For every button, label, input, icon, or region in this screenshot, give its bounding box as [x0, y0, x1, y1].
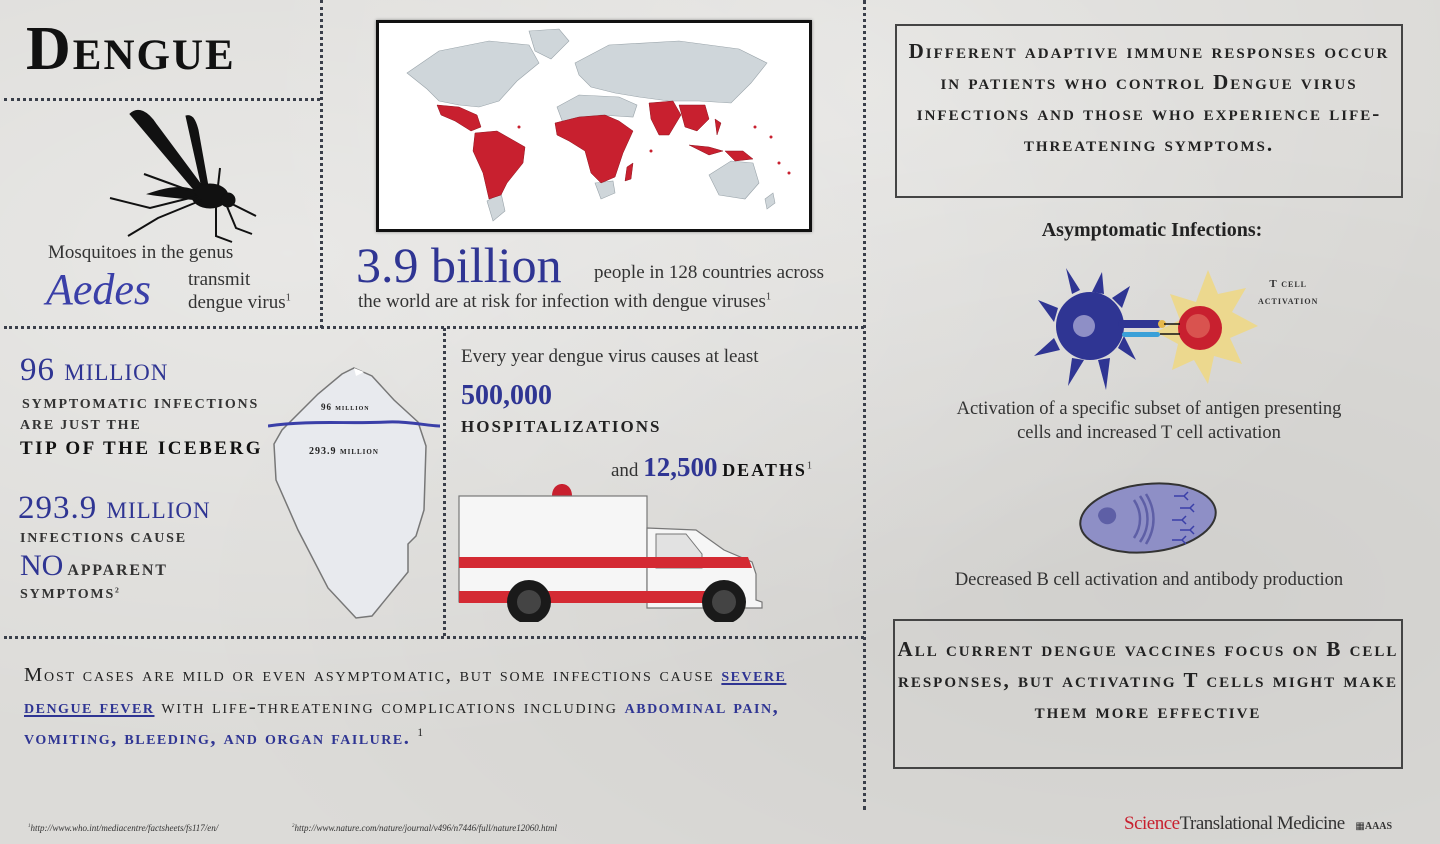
science-logo: Science — [1124, 813, 1180, 834]
journal-name: Translational Medicine — [1179, 813, 1345, 834]
mosquito-caption-line2 — [188, 268, 291, 314]
stat1-line1: SYMPTOMATIC INFECTIONS — [22, 397, 260, 412]
risk-text-line2: the world are at risk for infection with dengue viruses$^1$ — [358, 291, 772, 312]
bcell-caption: Decreased B cell activation and antibody production — [954, 570, 1344, 590]
aaas-logo: ▦AAAS — [1355, 821, 1393, 832]
bcell-icon — [1078, 480, 1220, 556]
footnote-1[interactable]: $^1$http://www.who.int/mediacentre/factsheets/fs117/en/ — [28, 823, 219, 833]
stat2-line2: NO APPARENT — [20, 549, 168, 582]
ambulance-icon — [456, 478, 766, 622]
iceberg-bottom-label: 293.9 million — [309, 446, 379, 457]
mosquito-genus: Aedes — [46, 265, 152, 314]
divider-middle — [4, 326, 864, 329]
divider-vertical-left-top — [320, 0, 323, 328]
severe-dengue-link[interactable]: severe dengue fever — [24, 664, 787, 718]
iceberg-top-label: 96 million — [321, 402, 370, 412]
apc-tcell-icon — [1032, 264, 1262, 394]
mosquito-dengue-virus: dengue virus$^1$ — [188, 292, 291, 313]
vaccine-box: All current dengue vaccines focus on B cell responses, but activating T cells might make them more effective — [893, 619, 1403, 769]
hospitalizations-label: HOSPITALIZATIONS — [461, 417, 662, 436]
risk-number: 3.9 billion — [356, 237, 562, 293]
tcell-activation-label: T cell activation — [1258, 278, 1319, 307]
stat1-line3: TIP OF THE ICEBERG — [20, 438, 263, 459]
mosquito-icon — [98, 104, 268, 244]
divider-vertical-main — [863, 0, 866, 810]
stat2-line1: INFECTIONS CAUSE — [20, 531, 187, 546]
summary-paragraph: Most cases are mild or even asymptomatic, but some infections cause severe dengue fever with life-threatening complications including abdominal pain, vomiting, bleeding, and organ failure. $^1$ — [24, 664, 787, 749]
divider-title — [4, 98, 320, 101]
stat1-line2: ARE JUST THE — [20, 418, 142, 433]
footnote-2[interactable]: $^2$http://www.nature.com/nature/journal/v496/n7446/full/nature12060.html — [292, 823, 558, 833]
stat2-line3: SYMPTOMS$^2$ — [20, 585, 121, 602]
stat-96-million: 96 million — [20, 352, 169, 388]
stat-293-million: 293.9 million — [18, 490, 211, 526]
page-title: Dengue — [26, 15, 236, 83]
deaths-stat: and 12,500 DEATHS$^1$ — [611, 452, 813, 482]
immune-response-box: Different adaptive immune responses occur in patients who control Dengue virus infections and those who experience life-threatening symptoms. — [895, 24, 1403, 198]
mosquito-caption-line1: Mosquitoes in the genus — [48, 242, 234, 263]
risk-text-line1: people in 128 countries across — [594, 262, 825, 283]
world-map-icon — [379, 23, 809, 229]
aaas-icon: ▦ — [1355, 821, 1365, 832]
mosquito-transmit: transmit — [188, 269, 251, 290]
world-map — [376, 20, 812, 232]
hospital-intro: Every year dengue virus causes at least — [461, 346, 759, 367]
iceberg-icon — [268, 360, 448, 622]
apc-caption: Activation of a specific subset of antigen presenting cells and increased T cell activation — [956, 399, 1342, 443]
divider-lower — [4, 636, 864, 639]
brand-logo — [1124, 813, 1392, 835]
asymptomatic-title: Asymptomatic Infections: — [1041, 219, 1263, 241]
hospitalizations-number: 500,000 — [461, 380, 552, 411]
